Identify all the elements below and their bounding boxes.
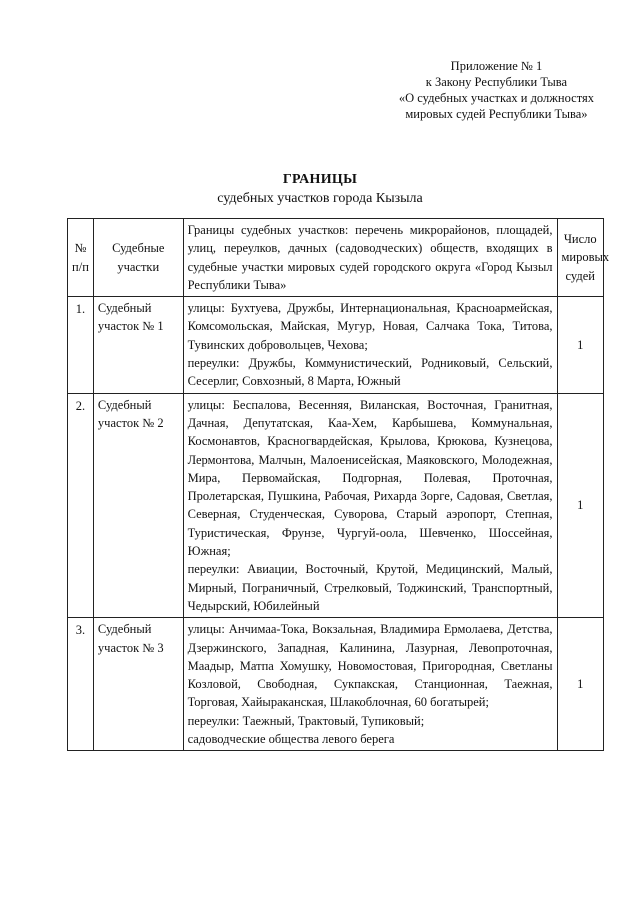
row-lanes: переулки: Дружбы, Коммунистический, Родниковый, Сельский, Сесерлиг, Совхозный, 8 Марта, Южный bbox=[187, 356, 553, 389]
table-row bbox=[68, 297, 604, 393]
row-judges: 1 bbox=[557, 393, 604, 618]
row-num: 2. bbox=[68, 393, 94, 618]
title-subtitle: судебных участков города Кызыла bbox=[217, 191, 423, 206]
header-num: № п/п bbox=[68, 219, 94, 297]
row-district: Судебный участок № 3 bbox=[93, 618, 183, 751]
header-judges: Число мировых судей bbox=[557, 219, 604, 297]
appendix-line-4: мировых судей Республики Тыва» bbox=[405, 107, 588, 121]
table-header-row bbox=[68, 219, 604, 297]
row-num: 3. bbox=[68, 618, 94, 751]
row-bounds bbox=[183, 618, 557, 751]
row-lanes: переулки: Таежный, Трактовый, Тупиковый; bbox=[187, 713, 425, 728]
row-bounds bbox=[183, 297, 557, 393]
districts-table bbox=[67, 218, 610, 751]
row-streets: улицы: Беспалова, Весенняя, Виланская, Восточная, Гранитная, Дачная, Депутатская, Каа-Хем, Карбышева, Коммунальная, Космонавтов, Красногвардейская, Крылова, Крюкова, Кузнецова, Лермонтова, Малчын, Малоенисейская, Маяковского, Молодежная, Мира, Первомайская, Подгорная, Полевая, Проточная, Пролетарская, Пушкина, Рабочая, Рихарда Зорге, Садовая, Светлая, Северная, Студенческая, Суворова, Старый аэропорт, Степная, Туристическая, Фрунзе, Чургуй-оола, Шевченко, Шоссейная, Южная; bbox=[187, 397, 553, 559]
row-lanes: переулки: Авиации, Восточный, Крутой, Медицинский, Малый, Мирный, Пограничный, Стрелковый, Тоджинский, Транспортный, Чедырский, Юбилейный bbox=[187, 562, 553, 613]
row-num: 1. bbox=[68, 297, 94, 393]
appendix-line-3: «О судебных участках и должностях bbox=[398, 91, 594, 105]
header-district: Судебные участки bbox=[93, 219, 183, 297]
row-bounds bbox=[183, 393, 557, 618]
appendix-line-2: к Закону Республики Тыва bbox=[425, 75, 568, 89]
appendix-header bbox=[399, 58, 594, 122]
row-streets: улицы: Анчимаа-Тока, Вокзальная, Владимира Ермолаева, Детства, Дзержинского, Западная, Калинина, Лазурная, Левопроточная, Маадыр, Матпа Хомушку, Новомостовая, Пригородная, Светланы Козловой, Свободная, Сукпакская, Станционная, Таежная, Торговая, Хайыраканская, Шлакоблочная, 60 богатырей; bbox=[187, 622, 553, 710]
row-judges: 1 bbox=[557, 297, 604, 393]
row-judges: 1 bbox=[557, 618, 604, 751]
row-streets: улицы: Бухтуева, Дружбы, Интернациональная, Красноармейская, Комсомольская, Майская, Мугур, Новая, Салчака Тока, Титова, Тувинских добровольцев, Чехова; bbox=[187, 301, 553, 352]
row-district: Судебный участок № 1 bbox=[93, 297, 183, 393]
header-bounds: Границы судебных участков: перечень микрорайонов, площадей, улиц, переулков, дачных (садоводческих) обществ, входящих в судебные участки мировых судей городского округа «Город Кызыл Республики Тыва» bbox=[183, 219, 557, 297]
table-row bbox=[68, 618, 604, 751]
table-row bbox=[68, 393, 604, 618]
appendix-line-1: Приложение № 1 bbox=[450, 59, 543, 73]
row-extra: садоводческие общества левого берега bbox=[187, 732, 395, 747]
row-district: Судебный участок № 2 bbox=[93, 393, 183, 618]
title-main: ГРАНИЦЫ bbox=[282, 172, 358, 187]
document-title bbox=[0, 170, 640, 208]
